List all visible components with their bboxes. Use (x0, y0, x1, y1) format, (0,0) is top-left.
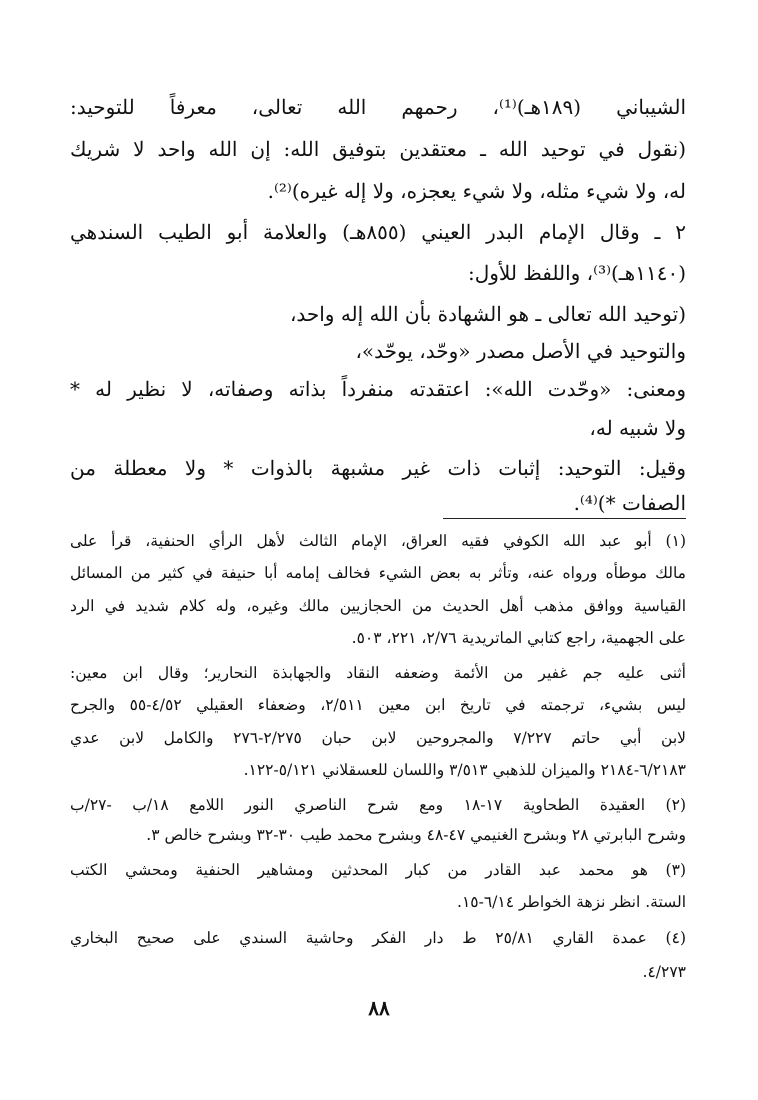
page-number: ٨٨ (368, 996, 390, 1020)
main-line-9: ولا شبيه له، (589, 416, 686, 440)
main-line-1: الشيباني (١٨٩هـ)⁽¹⁾، رحمهم الله تعالى، معرفاً للتوحيد: (70, 95, 686, 119)
footnote-separator (443, 518, 686, 519)
main-line-6: (توحيد الله تعالى ـ هو الشهادة بأن الله إله واحد، (289, 302, 686, 326)
footnote-4-line-1: (٤) عمدة القاري ٢٥/٨١ ط دار الفكر وحاشية السندي على صحيح البخاري (70, 929, 686, 947)
main-line-8: ومعنى: «وحّدت الله»: اعتقدته منفرداً بذاته وصفاته، لا نظير له * (70, 377, 686, 401)
footnote-1-line-8: ٦/٢١٨٣-٢١٨٤ والميزان للذهبي ٣/٥١٣ واللسان للعسقلاني ٥/١٢١-١٢٢. (243, 761, 686, 779)
footnote-4-line-2: ٤/٢٧٣. (642, 963, 686, 981)
footnote-1-line-4: على الجهمية، راجع كتابي الماتريدية ٢/٧٦، ٢٢١، ٥٠٣. (351, 629, 686, 647)
footnote-2-line-1: (٢) العقيدة الطحاوية ١٧-١٨ ومع شرح الناصري النور اللامع ١٨/ب -٢٧/ب (70, 796, 686, 814)
main-line-5: (١١٤٠هـ)⁽³⁾، واللفظ للأول: (467, 261, 686, 285)
main-line-3: له، ولا شيء مثله، ولا شيء يعجزه، ولا إله غيره)⁽²⁾. (267, 179, 686, 203)
footnote-1-line-7: لابن أبي حاتم ٧/٢٢٧ والمجروحين لابن حبان ٢/٢٧٥-٢٧٦ والكامل لابن عدي (70, 729, 686, 747)
footnote-2-line-2: وشرح البابرتي ٢٨ وبشرح الغنيمي ٤٧-٤٨ وبشرح محمد طيب ٣٠-٣٢ وبشرح خالص ٣. (146, 826, 686, 844)
footnote-3-line-2: الستة. انظر نزهة الخواطر ٦/١٤-١٥. (457, 893, 686, 911)
main-line-11: الصفات *)⁽⁴⁾. (573, 491, 686, 515)
main-line-4: ٢ ـ وقال الإمام البدر العيني (٨٥٥هـ) والعلامة أبو الطيب السندهي (70, 220, 686, 244)
footnote-3-line-1: (٣) هو محمد عبد القادر من كبار المحدثين ومشاهير الحنفية ومحشي الكتب (70, 861, 686, 879)
main-line-7: والتوحيد في الأصل مصدر «وحّد، يوحّد»، (355, 339, 686, 363)
footnote-1-line-6: ليس بشيء، ترجمته في تاريخ ابن معين ٢/٥١١، وضعفاء العقيلي ٤/٥٢-٥٥ والجرح (70, 696, 686, 714)
footnote-1-line-3: القياسية ووافق مذهب أهل الحديث من الحجازيين مالك وغيره، وله كلام شديد في الرد (70, 597, 686, 615)
main-line-10: وقيل: التوحيد: إثبات ذات غير مشبهة بالذوات * ولا معطلة من (70, 456, 686, 480)
main-line-2: (نقول في توحيد الله ـ معتقدين بتوفيق الله: إن الله واحد لا شريك (70, 137, 686, 161)
footnote-1-line-5: أثنى عليه جم غفير من الأئمة وضعفه النقاد والجهابذة النحارير؛ وقال ابن معين: (70, 664, 686, 682)
footnote-1-line-1: (١) أبو عبد الله الكوفي فقيه العراق، الإمام الثالث لأهل الرأي الحنفية، قرأ على (70, 532, 686, 550)
footnote-1-line-2: مالك موطأه ورواه عنه، وتأثر به بعض الشيء فخالف إمامه أبا حنيفة في كثير من المسائل (70, 564, 686, 582)
